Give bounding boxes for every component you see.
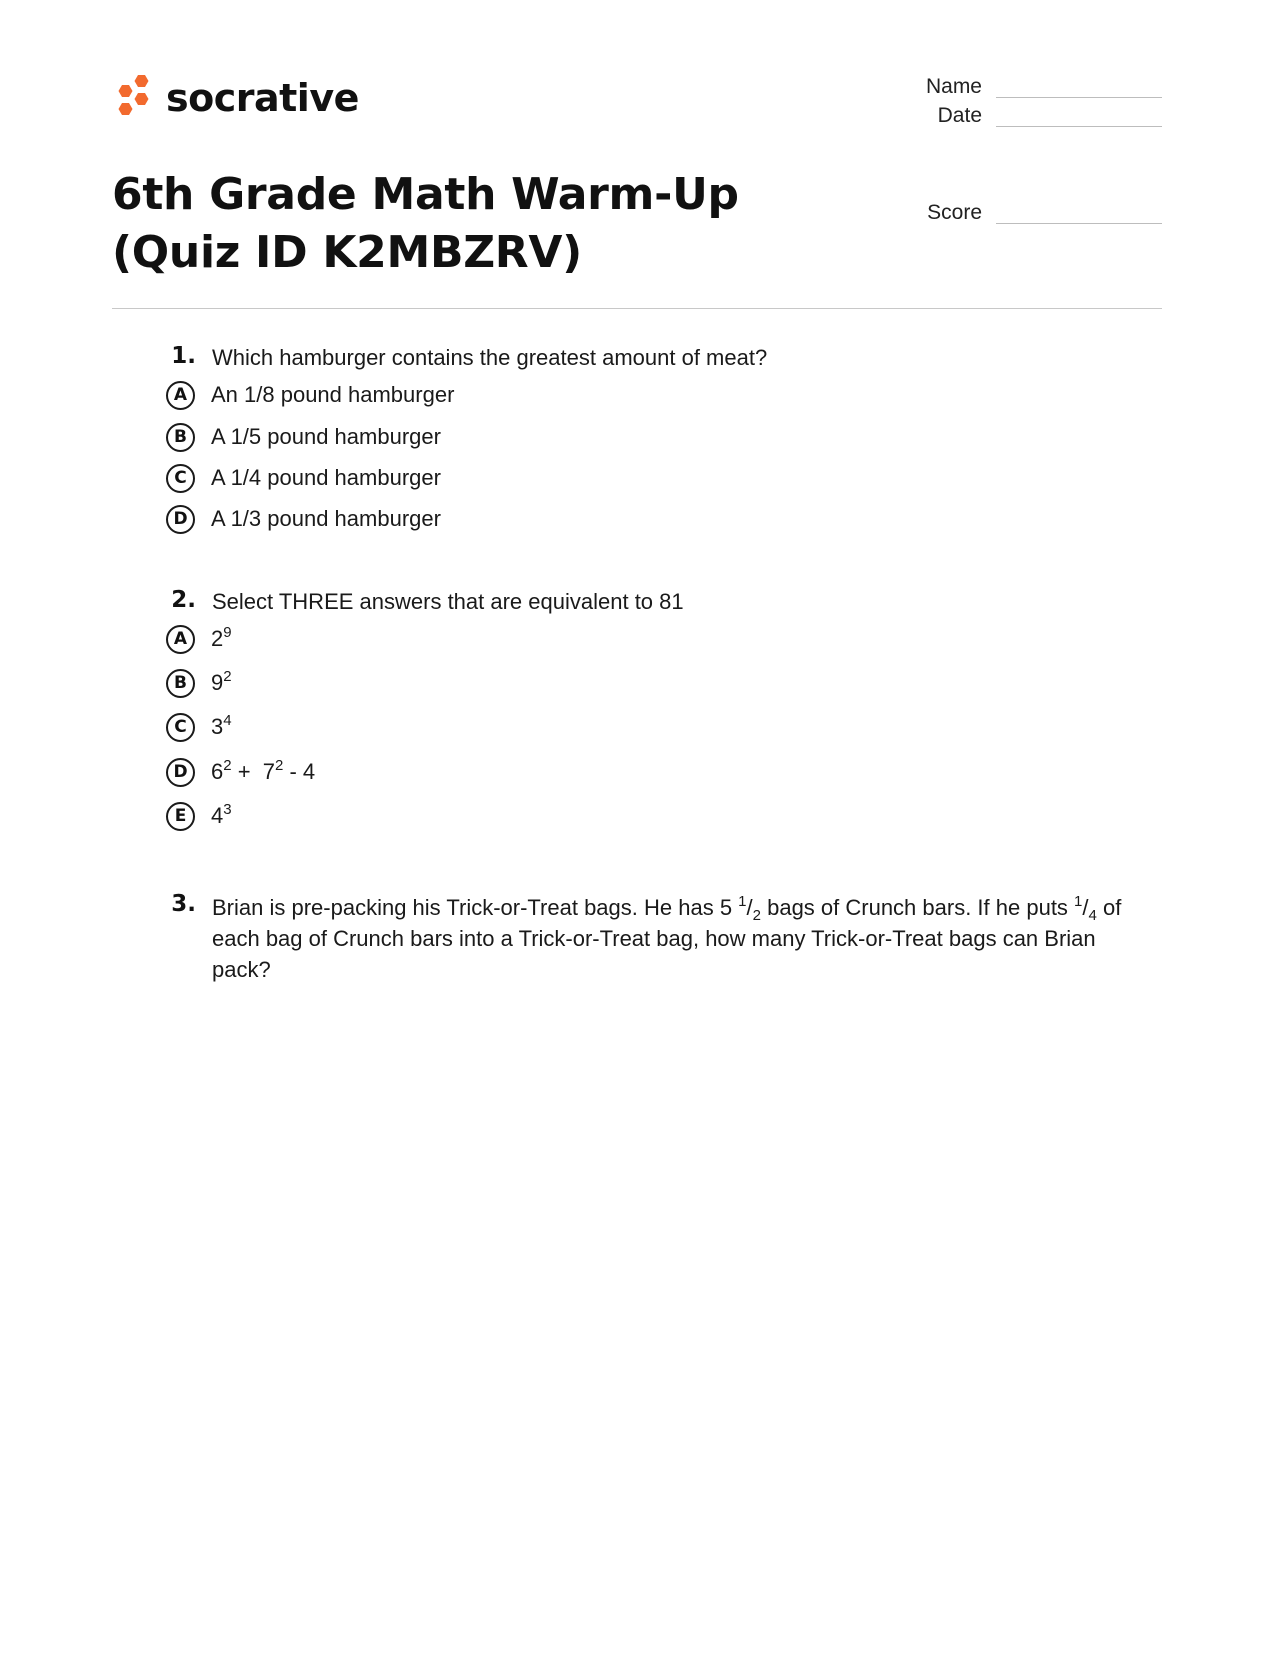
fraction-numerator: 1 — [738, 893, 747, 910]
fraction-numerator: 1 — [1074, 893, 1083, 910]
option-e[interactable] — [166, 799, 232, 833]
option-letter-badge[interactable]: D — [166, 758, 195, 787]
exponent: 4 — [223, 712, 232, 729]
header-divider — [112, 308, 1162, 309]
score-field[interactable] — [900, 198, 1162, 228]
base: 6 — [211, 759, 224, 784]
option-b[interactable] — [166, 420, 441, 454]
option-text: A 1/4 pound hamburger — [211, 465, 441, 490]
name-label: Name — [925, 75, 982, 98]
option-expression — [211, 799, 232, 833]
option-letter-badge[interactable]: A — [166, 381, 195, 410]
score-line[interactable] — [996, 223, 1162, 224]
question-number: 1. — [171, 343, 196, 369]
question-number: 3. — [171, 891, 196, 917]
option-d[interactable] — [166, 755, 315, 789]
date-field[interactable] — [900, 101, 1162, 131]
option-expression — [211, 710, 232, 744]
option-letter-badge[interactable]: D — [166, 505, 195, 534]
text-part-3: of each bag of Crunch bars into a Trick-or-Treat bag, how many Trick-or-Treat bags can Brian pack? — [212, 895, 1122, 982]
question-number: 2. — [171, 587, 196, 613]
option-text: A 1/3 pound hamburger — [211, 506, 441, 531]
base: 9 — [211, 670, 224, 695]
option-expression — [211, 666, 232, 700]
fraction-denominator: 2 — [752, 907, 761, 924]
question-text: Which hamburger contains the greatest amount of meat? — [212, 345, 768, 370]
exponent: 2 — [223, 757, 232, 774]
option-c[interactable] — [166, 461, 441, 495]
question-text: Brian is pre-packing his Trick-or-Treat bags. He has 5 $^1/_2$ bags of Crunch bars. If he puts $^1/_4$ of each bag of Crunch bars into a Trick-or-Treat bag, how many Trick-or-Treat bags can Brian pack? — [212, 893, 1122, 982]
question-text: Select THREE answers that are equivalent to 81 — [212, 589, 684, 614]
option-a[interactable] — [166, 378, 454, 412]
score-label: Score — [927, 201, 982, 224]
option-letter-badge[interactable]: B — [166, 423, 195, 452]
option-a[interactable] — [166, 622, 232, 656]
option-letter-badge[interactable]: E — [166, 802, 195, 831]
option-b[interactable] — [166, 666, 232, 700]
base: 2 — [211, 626, 224, 651]
date-line[interactable] — [996, 126, 1162, 127]
brand-name: socrative — [166, 76, 359, 120]
name-field[interactable] — [900, 72, 1162, 102]
option-expression — [211, 755, 315, 789]
tail-term: - 4 — [283, 759, 316, 784]
text-part-1: Brian is pre-packing his Trick-or-Treat bags. He has 5 — [212, 895, 739, 920]
fraction-denominator: 4 — [1088, 907, 1097, 924]
socrative-hexagons-icon — [112, 73, 152, 123]
exponent-2: 2 — [275, 757, 284, 774]
option-letter-badge[interactable]: C — [166, 464, 195, 493]
exponent: 3 — [223, 801, 232, 818]
base: 3 — [211, 714, 224, 739]
socrative-logo — [112, 72, 359, 124]
middle-term: + 7 — [231, 759, 276, 784]
base: 4 — [211, 803, 224, 828]
exponent: 2 — [223, 668, 232, 685]
page-title: 6th Grade Math Warm-Up (Quiz ID K2MBZRV) — [112, 169, 739, 278]
option-c[interactable] — [166, 710, 232, 744]
text-part-2: bags of Crunch bars. If he puts — [760, 895, 1075, 920]
option-text: A 1/5 pound hamburger — [211, 424, 441, 449]
option-expression — [211, 622, 232, 656]
exponent: 9 — [223, 624, 232, 641]
option-text: An 1/8 pound hamburger — [211, 382, 455, 407]
option-letter-badge[interactable]: A — [166, 625, 195, 654]
option-letter-badge[interactable]: B — [166, 669, 195, 698]
date-label: Date — [937, 104, 982, 127]
option-d[interactable] — [166, 502, 441, 536]
option-letter-badge[interactable]: C — [166, 713, 195, 742]
name-line[interactable] — [996, 97, 1162, 98]
